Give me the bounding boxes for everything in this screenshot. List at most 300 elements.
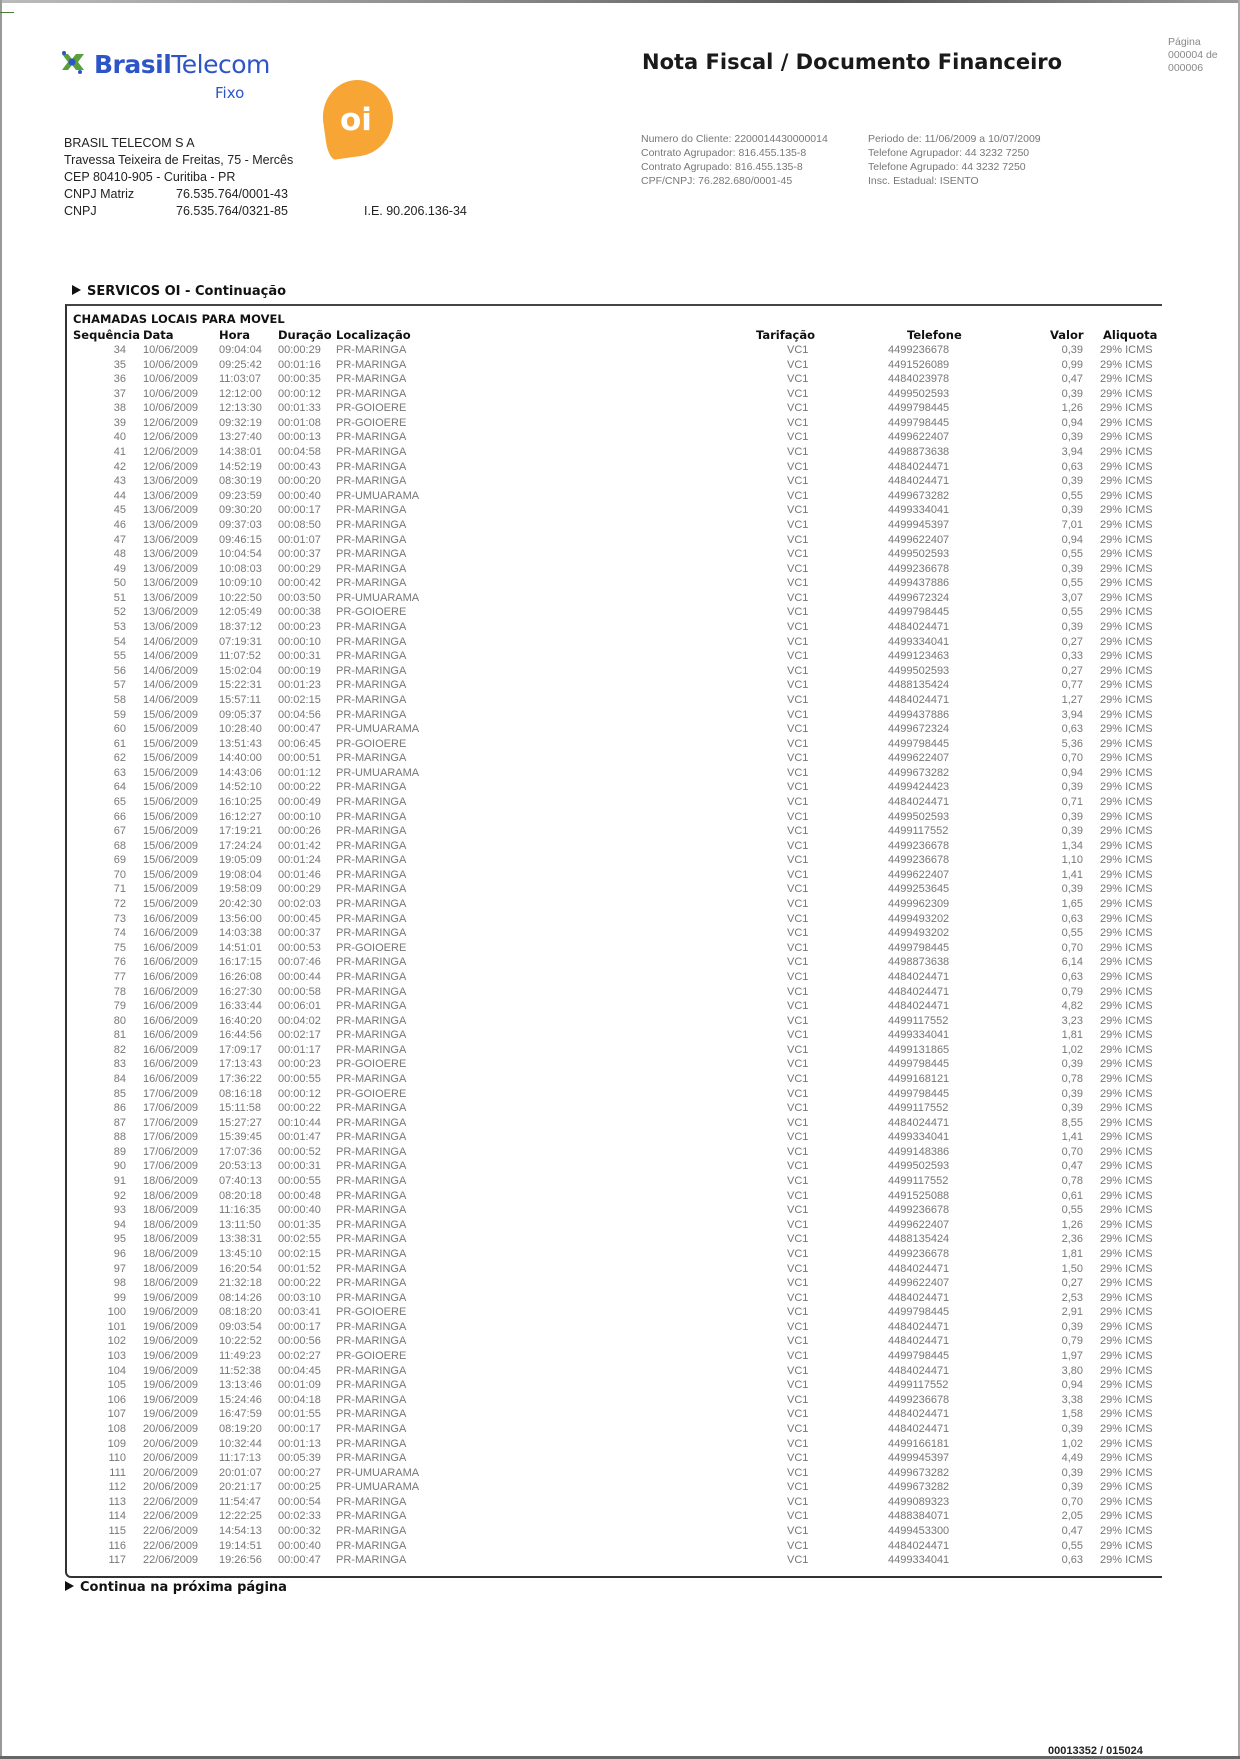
cell-telefone: 4499502593 [888, 1160, 950, 1173]
cell-aliquota: 29% ICMS [1100, 723, 1153, 736]
cell-telefone: 4498873638 [888, 446, 950, 459]
cell-duracao: 00:00:23 [278, 1058, 321, 1071]
cell-sequencia: 64 [113, 781, 126, 794]
cell-tarifacao: VC1 [787, 1029, 809, 1042]
cell-hora: 12:22:25 [219, 1510, 262, 1523]
table-row [0, 1073, 1240, 1088]
table-row [0, 1088, 1240, 1103]
cell-sequencia: 94 [113, 1218, 126, 1231]
cell-sequencia: 71 [113, 883, 126, 896]
table-row [0, 563, 1240, 578]
company-address: Travessa Teixeira de Freitas, 75 - Mercês [64, 153, 294, 167]
cell-tarifacao: VC1 [787, 577, 809, 590]
cell-hora: 10:08:03 [219, 562, 262, 575]
cell-tarifacao: VC1 [787, 1524, 809, 1537]
cell-localizacao: PR-MARINGA [336, 985, 407, 998]
contrato-agrupado: Contrato Agrupado: 816.455.135-8 [641, 161, 803, 173]
cell-sequencia: 113 [108, 1495, 126, 1508]
cell-tarifacao: VC1 [787, 1335, 809, 1348]
cell-hora: 17:24:24 [219, 839, 262, 852]
cell-valor: 0,55 [1061, 489, 1083, 502]
section-title [72, 284, 286, 299]
client-info-right [868, 132, 1041, 188]
cell-telefone: 4499334041 [888, 1131, 950, 1144]
cell-aliquota: 29% ICMS [1100, 1247, 1153, 1260]
cell-hora: 16:44:56 [219, 1029, 262, 1042]
cell-data: 19/06/2009 [143, 1379, 199, 1392]
cell-data: 18/06/2009 [143, 1218, 199, 1231]
cell-aliquota: 29% ICMS [1100, 1102, 1153, 1115]
cell-sequencia: 78 [113, 985, 126, 998]
cell-hora: 16:26:08 [219, 970, 262, 983]
cell-sequencia: 50 [113, 577, 126, 590]
cell-sequencia: 101 [107, 1320, 126, 1333]
cell-aliquota: 29% ICMS [1100, 1408, 1153, 1421]
cell-sequencia: 92 [113, 1189, 126, 1202]
cell-duracao: 00:00:42 [278, 577, 321, 590]
cell-sequencia: 77 [113, 970, 126, 983]
cell-tarifacao: VC1 [787, 1014, 809, 1027]
cell-data: 14/06/2009 [143, 679, 199, 692]
cell-valor: 0,33 [1061, 650, 1083, 663]
cell-telefone: 4499798445 [888, 416, 950, 429]
cell-tarifacao: VC1 [787, 1189, 809, 1202]
cell-localizacao: PR-MARINGA [336, 577, 407, 590]
cell-tarifacao: VC1 [787, 416, 809, 429]
cell-valor: 0,79 [1061, 1335, 1083, 1348]
cell-tarifacao: VC1 [787, 868, 809, 881]
cell-valor: 0,39 [1061, 387, 1083, 400]
cell-sequencia: 109 [107, 1437, 126, 1450]
cell-data: 16/06/2009 [143, 985, 199, 998]
cell-localizacao: PR-MARINGA [336, 446, 407, 459]
cell-duracao: 00:00:17 [278, 504, 321, 517]
cell-telefone: 4484024471 [888, 985, 950, 998]
cell-aliquota: 29% ICMS [1100, 650, 1153, 663]
billing-period: Periodo de: 11/06/2009 a 10/07/2009 [868, 133, 1041, 145]
page-label: Página [1168, 36, 1201, 48]
cell-localizacao: PR-MARINGA [336, 504, 407, 517]
cell-valor: 0,70 [1061, 1145, 1083, 1158]
cell-hora: 16:33:44 [219, 1000, 262, 1013]
cell-tarifacao: VC1 [787, 358, 809, 371]
cell-duracao: 00:00:53 [278, 941, 321, 954]
cell-valor: 1,02 [1061, 1043, 1083, 1056]
cell-tarifacao: VC1 [787, 621, 809, 634]
cell-aliquota: 29% ICMS [1100, 1043, 1153, 1056]
cell-valor: 3,23 [1061, 1014, 1083, 1027]
cell-duracao: 00:00:20 [278, 475, 321, 488]
cell-duracao: 00:00:29 [278, 883, 321, 896]
cell-tarifacao: VC1 [787, 635, 809, 648]
cell-aliquota: 29% ICMS [1100, 431, 1153, 444]
cell-data: 17/06/2009 [143, 1131, 199, 1144]
cell-tarifacao: VC1 [787, 1437, 809, 1450]
cell-data: 13/06/2009 [143, 606, 199, 619]
cell-sequencia: 55 [113, 650, 126, 663]
cell-hora: 09:25:42 [219, 358, 262, 371]
cell-duracao: 00:00:43 [278, 460, 321, 473]
cell-valor: 3,38 [1061, 1393, 1083, 1406]
table-row [0, 1408, 1240, 1423]
cell-duracao: 00:00:55 [278, 1073, 321, 1085]
cell-tarifacao: VC1 [787, 1452, 809, 1465]
cell-duracao: 00:10:44 [278, 1116, 321, 1129]
cell-localizacao: PR-MARINGA [336, 1247, 407, 1260]
cell-localizacao: PR-MARINGA [336, 460, 407, 473]
cell-data: 16/06/2009 [143, 912, 199, 925]
cell-duracao: 00:00:45 [278, 912, 321, 925]
cell-data: 22/06/2009 [143, 1524, 199, 1537]
cell-hora: 15:24:46 [219, 1393, 262, 1406]
cell-localizacao: PR-UMUARAMA [336, 591, 420, 604]
cell-aliquota: 29% ICMS [1100, 562, 1153, 575]
table-row [0, 1365, 1240, 1380]
table-row [0, 1190, 1240, 1205]
cell-telefone: 4499502593 [888, 664, 950, 677]
col-header-hora: Hora [219, 328, 250, 342]
cell-valor: 2,53 [1061, 1291, 1083, 1304]
cell-hora: 10:28:40 [219, 723, 262, 736]
cell-tarifacao: VC1 [787, 985, 809, 998]
cell-tarifacao: VC1 [787, 446, 809, 459]
cell-tarifacao: VC1 [787, 1145, 809, 1158]
cell-data: 17/06/2009 [143, 1160, 199, 1173]
cell-data: 13/06/2009 [143, 562, 199, 575]
cell-sequencia: 54 [113, 635, 126, 648]
cell-localizacao: PR-MARINGA [336, 1029, 407, 1042]
cell-sequencia: 114 [108, 1510, 126, 1523]
table-row [0, 475, 1240, 490]
cell-hora: 08:16:18 [219, 1087, 262, 1100]
cell-aliquota: 29% ICMS [1100, 1262, 1153, 1275]
cell-localizacao: PR-MARINGA [336, 1437, 407, 1450]
cell-hora: 15:39:45 [219, 1131, 262, 1144]
cell-tarifacao: VC1 [787, 1204, 809, 1217]
company-city: CEP 80410-905 - Curitiba - PR [64, 170, 236, 184]
cell-valor: 0,61 [1061, 1189, 1083, 1202]
cell-aliquota: 29% ICMS [1100, 1510, 1153, 1523]
cell-telefone: 4484024471 [888, 1539, 950, 1552]
cell-valor: 0,77 [1061, 679, 1083, 692]
cell-sequencia: 51 [113, 591, 126, 604]
cell-aliquota: 29% ICMS [1100, 1277, 1153, 1290]
cell-tarifacao: VC1 [787, 956, 809, 969]
cell-hora: 15:27:27 [219, 1116, 262, 1129]
cell-aliquota: 29% ICMS [1100, 1029, 1153, 1042]
cell-valor: 0,47 [1061, 1524, 1083, 1537]
cell-duracao: 00:03:10 [278, 1291, 321, 1304]
cell-duracao: 00:08:50 [278, 518, 321, 531]
cell-sequencia: 49 [113, 562, 126, 575]
cell-aliquota: 29% ICMS [1100, 1189, 1153, 1202]
cell-localizacao: PR-MARINGA [336, 373, 407, 386]
cell-localizacao: PR-MARINGA [336, 1408, 407, 1421]
cell-data: 15/06/2009 [143, 854, 199, 867]
cell-data: 12/06/2009 [143, 416, 199, 429]
table-row [0, 388, 1240, 403]
cell-data: 15/06/2009 [143, 723, 199, 736]
cell-telefone: 4484024471 [888, 970, 950, 983]
cell-sequencia: 39 [113, 416, 126, 429]
cell-data: 19/06/2009 [143, 1350, 199, 1363]
table-row [0, 1510, 1240, 1525]
cell-tarifacao: VC1 [787, 431, 809, 444]
cell-sequencia: 40 [113, 431, 126, 444]
cell-telefone: 4499437886 [888, 577, 950, 590]
cell-hora: 13:11:50 [219, 1218, 262, 1231]
cell-hora: 16:17:15 [219, 956, 262, 969]
col-header-telefone: Telefone [907, 328, 962, 342]
cell-telefone: 4488135424 [888, 679, 950, 692]
cell-valor: 1,58 [1061, 1408, 1083, 1421]
cell-valor: 0,63 [1061, 460, 1083, 473]
table-row [0, 1204, 1240, 1219]
cell-localizacao: PR-MARINGA [336, 854, 407, 867]
cell-hora: 12:05:49 [219, 606, 262, 619]
telefone-agrupado: Telefone Agrupado: 44 3232 7250 [868, 161, 1026, 173]
cell-aliquota: 29% ICMS [1100, 635, 1153, 648]
cell-data: 19/06/2009 [143, 1393, 199, 1406]
cell-hora: 09:04:04 [219, 344, 262, 356]
table-row [0, 1146, 1240, 1161]
cell-duracao: 00:00:25 [278, 1481, 321, 1494]
cell-sequencia: 36 [113, 373, 126, 386]
cell-duracao: 00:02:27 [278, 1350, 321, 1363]
cell-tarifacao: VC1 [787, 548, 809, 561]
cell-tarifacao: VC1 [787, 1379, 809, 1392]
cell-data: 13/06/2009 [143, 504, 199, 517]
table-row [0, 1452, 1240, 1467]
cell-duracao: 00:00:49 [278, 795, 321, 808]
cell-telefone: 4499673282 [888, 489, 950, 502]
cell-localizacao: PR-MARINGA [336, 548, 407, 561]
cell-hora: 11:52:38 [219, 1364, 262, 1377]
cell-tarifacao: VC1 [787, 927, 809, 940]
cell-tarifacao: VC1 [787, 1218, 809, 1231]
cell-data: 13/06/2009 [143, 533, 199, 546]
cell-telefone: 4499236678 [888, 344, 950, 356]
cell-telefone: 4499502593 [888, 387, 950, 400]
cell-valor: 0,55 [1061, 927, 1083, 940]
cell-aliquota: 29% ICMS [1100, 839, 1153, 852]
cell-duracao: 00:02:55 [278, 1233, 321, 1246]
cell-telefone: 4499945397 [888, 518, 950, 531]
cell-valor: 1,10 [1061, 854, 1083, 867]
cell-data: 19/06/2009 [143, 1291, 199, 1304]
cell-valor: 1,81 [1061, 1029, 1083, 1042]
cell-telefone: 4484024471 [888, 475, 950, 488]
cell-sequencia: 117 [108, 1554, 126, 1567]
cell-duracao: 00:00:29 [278, 344, 321, 356]
cell-localizacao: PR-MARINGA [336, 970, 407, 983]
cell-aliquota: 29% ICMS [1100, 1073, 1153, 1085]
table-row [0, 927, 1240, 942]
cell-duracao: 00:03:50 [278, 591, 321, 604]
cell-telefone: 4499672324 [888, 591, 950, 604]
cell-tarifacao: VC1 [787, 1554, 809, 1567]
cell-sequencia: 57 [113, 679, 126, 692]
cell-localizacao: PR-MARINGA [336, 1102, 407, 1115]
cell-sequencia: 42 [113, 460, 126, 473]
cell-data: 12/06/2009 [143, 460, 199, 473]
cell-aliquota: 29% ICMS [1100, 1116, 1153, 1129]
cell-duracao: 00:00:31 [278, 650, 321, 663]
cell-localizacao: PR-MARINGA [336, 1452, 407, 1465]
cell-hora: 11:17:13 [219, 1452, 262, 1465]
cell-aliquota: 29% ICMS [1100, 446, 1153, 459]
cell-data: 13/06/2009 [143, 548, 199, 561]
cell-sequencia: 59 [113, 708, 126, 721]
cell-aliquota: 29% ICMS [1100, 883, 1153, 896]
cell-duracao: 00:01:17 [278, 1043, 321, 1056]
cell-telefone: 4499622407 [888, 533, 950, 546]
cell-localizacao: PR-MARINGA [336, 358, 407, 371]
cell-data: 16/06/2009 [143, 1073, 199, 1085]
cell-hora: 16:27:30 [219, 985, 262, 998]
cell-telefone: 4499334041 [888, 1554, 950, 1567]
telefone-agrupador: Telefone Agrupador: 44 3232 7250 [868, 147, 1030, 159]
contrato-agrupador: Contrato Agrupador: 816.455.135-8 [641, 147, 807, 159]
cell-valor: 3,07 [1061, 591, 1083, 604]
cell-sequencia: 105 [107, 1379, 126, 1392]
cell-aliquota: 29% ICMS [1100, 373, 1153, 386]
cell-hora: 08:20:18 [219, 1189, 262, 1202]
cell-sequencia: 38 [113, 402, 126, 415]
cell-sequencia: 69 [113, 854, 126, 867]
cell-duracao: 00:01:33 [278, 402, 321, 415]
cell-localizacao: PR-MARINGA [336, 1495, 407, 1508]
cell-aliquota: 29% ICMS [1100, 1466, 1153, 1479]
table-row [0, 767, 1240, 782]
cell-hora: 20:53:13 [219, 1160, 262, 1173]
cell-hora: 15:02:04 [219, 664, 262, 677]
cell-duracao: 00:00:52 [278, 1145, 321, 1158]
cell-valor: 0,39 [1061, 1481, 1083, 1494]
cell-valor: 0,39 [1061, 504, 1083, 517]
cell-localizacao: PR-MARINGA [336, 839, 407, 852]
cell-aliquota: 29% ICMS [1100, 1204, 1153, 1217]
oi-logo-text: oi [340, 102, 372, 138]
cell-hora: 09:46:15 [219, 533, 262, 546]
cell-localizacao: PR-MARINGA [336, 1073, 407, 1085]
cell-duracao: 00:00:47 [278, 723, 321, 736]
cell-localizacao: PR-MARINGA [336, 664, 407, 677]
cell-tarifacao: VC1 [787, 1539, 809, 1552]
cell-hora: 16:47:59 [219, 1408, 262, 1421]
cell-sequencia: 45 [113, 504, 126, 517]
cell-telefone: 4484024471 [888, 1116, 950, 1129]
cell-data: 14/06/2009 [143, 635, 199, 648]
col-header-duracao: Duração [278, 328, 332, 342]
cell-hora: 19:05:09 [219, 854, 262, 867]
cell-data: 15/06/2009 [143, 708, 199, 721]
cell-sequencia: 108 [107, 1422, 126, 1435]
cell-localizacao: PR-MARINGA [336, 431, 407, 444]
cell-valor: 0,94 [1061, 416, 1083, 429]
cell-data: 18/06/2009 [143, 1189, 199, 1202]
cell-aliquota: 29% ICMS [1100, 621, 1153, 634]
cell-tarifacao: VC1 [787, 766, 809, 779]
cell-telefone: 4499945397 [888, 1452, 950, 1465]
table-row [0, 621, 1240, 636]
cell-valor: 0,78 [1061, 1175, 1083, 1188]
client-info-left [641, 132, 828, 188]
section-subtitle: CHAMADAS LOCAIS PARA MOVEL [73, 312, 285, 326]
table-row [0, 1160, 1240, 1175]
cell-aliquota: 29% ICMS [1100, 606, 1153, 619]
cell-duracao: 00:00:23 [278, 621, 321, 634]
cell-valor: 1,26 [1061, 402, 1083, 415]
cell-data: 18/06/2009 [143, 1175, 199, 1188]
cell-valor: 0,94 [1061, 1379, 1083, 1392]
cell-valor: 3,94 [1061, 446, 1083, 459]
cell-duracao: 00:02:15 [278, 693, 321, 706]
cell-hora: 16:40:20 [219, 1014, 262, 1027]
table-row [0, 344, 1240, 359]
cell-valor: 1,26 [1061, 1218, 1083, 1231]
cell-aliquota: 29% ICMS [1100, 985, 1153, 998]
cell-telefone: 4499117552 [888, 1014, 949, 1027]
cell-sequencia: 44 [113, 489, 126, 502]
cell-telefone: 4484024471 [888, 460, 950, 473]
cell-tarifacao: VC1 [787, 912, 809, 925]
cell-data: 13/06/2009 [143, 489, 199, 502]
cell-sequencia: 46 [113, 518, 126, 531]
cell-hora: 14:38:01 [219, 446, 262, 459]
cell-aliquota: 29% ICMS [1100, 1175, 1153, 1188]
brand-name-bold: Brasil [94, 50, 172, 79]
cell-sequencia: 116 [108, 1539, 126, 1552]
cell-hora: 15:22:31 [219, 679, 262, 692]
cell-duracao: 00:00:58 [278, 985, 321, 998]
cell-tarifacao: VC1 [787, 839, 809, 852]
cell-duracao: 00:00:17 [278, 1422, 321, 1435]
cell-duracao: 00:00:56 [278, 1335, 321, 1348]
cell-duracao: 00:00:40 [278, 1539, 321, 1552]
table-row [0, 446, 1240, 461]
cell-sequencia: 43 [113, 475, 126, 488]
cell-localizacao: PR-MARINGA [336, 825, 407, 838]
cell-aliquota: 29% ICMS [1100, 475, 1153, 488]
cell-data: 17/06/2009 [143, 1102, 199, 1115]
table-row [0, 461, 1240, 476]
cell-tarifacao: VC1 [787, 1131, 809, 1144]
cell-valor: 0,71 [1061, 795, 1083, 808]
cell-aliquota: 29% ICMS [1100, 1233, 1153, 1246]
cell-sequencia: 98 [113, 1277, 126, 1290]
cell-localizacao: PR-MARINGA [336, 1204, 407, 1217]
cell-duracao: 00:00:22 [278, 781, 321, 794]
cell-sequencia: 100 [107, 1306, 126, 1319]
cell-sequencia: 74 [113, 927, 126, 940]
cell-duracao: 00:00:37 [278, 927, 321, 940]
cell-sequencia: 83 [113, 1058, 126, 1071]
cell-valor: 0,70 [1061, 941, 1083, 954]
cell-tarifacao: VC1 [787, 1481, 809, 1494]
cell-telefone: 4499236678 [888, 1247, 950, 1260]
cell-localizacao: PR-MARINGA [336, 752, 407, 765]
cell-sequencia: 35 [113, 358, 126, 371]
cell-tarifacao: VC1 [787, 1277, 809, 1290]
cell-tarifacao: VC1 [787, 1102, 809, 1115]
cell-data: 15/06/2009 [143, 883, 199, 896]
cell-valor: 0,39 [1061, 1102, 1083, 1115]
cell-localizacao: PR-GOIOERE [336, 1058, 407, 1071]
cell-aliquota: 29% ICMS [1100, 387, 1153, 400]
table-row [0, 854, 1240, 869]
cell-telefone: 4499168121 [888, 1073, 950, 1085]
